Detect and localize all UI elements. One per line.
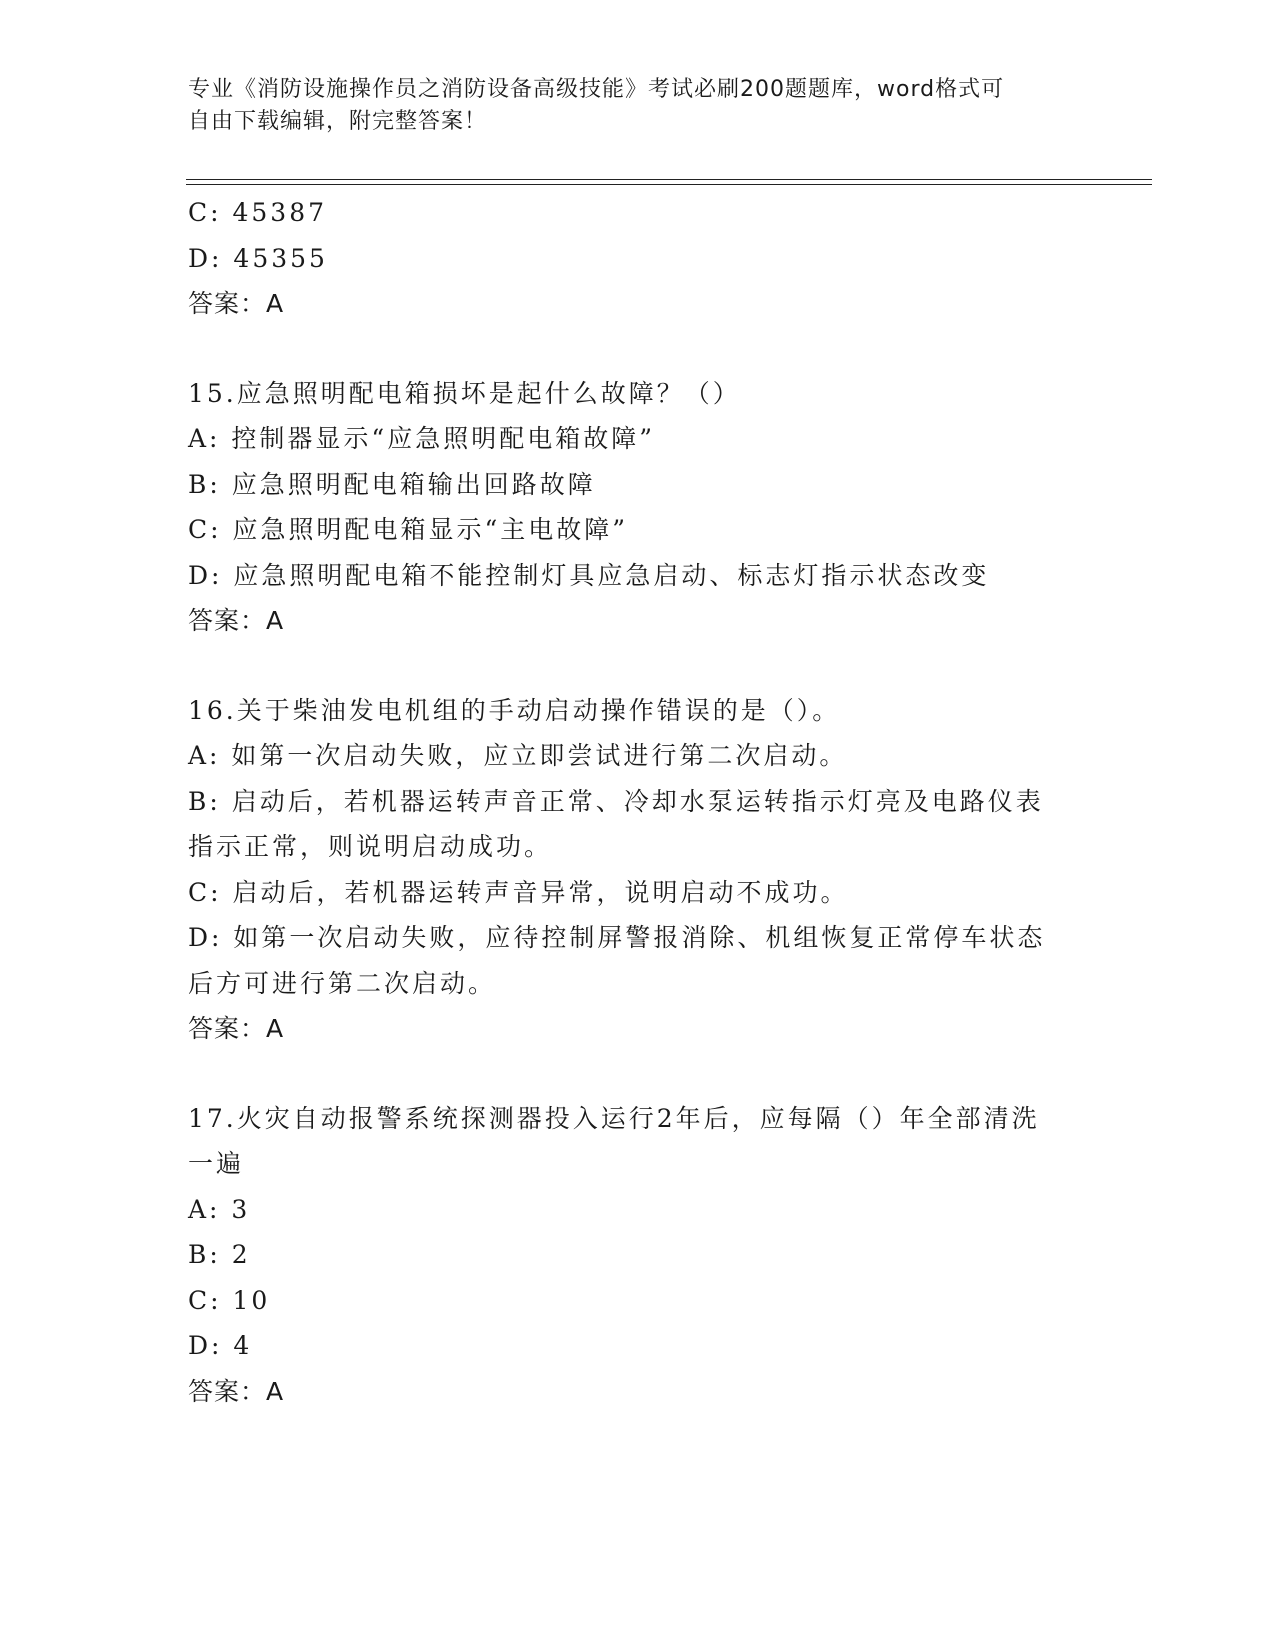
header-divider-top xyxy=(186,179,1152,180)
header-line-2: 自由下载编辑，附完整答案！ xyxy=(188,109,488,134)
option-d: D: 45355 xyxy=(188,243,328,273)
question-content xyxy=(188,190,1088,1414)
question-stem-line-2: 一遍 xyxy=(188,1149,245,1178)
option-a: A: 如第一次启动失败，应立即尝试进行第二次启动。 xyxy=(188,741,848,770)
option-d: D: 应急照明配电箱不能控制灯具应急启动、标志灯指示状态改变 xyxy=(188,560,990,590)
answer-line: 答案：A xyxy=(188,606,285,635)
document-header xyxy=(188,74,1068,138)
option-d: D: 4 xyxy=(188,1331,253,1360)
option-b-line-2: 指示正常，则说明启动成功。 xyxy=(188,832,553,861)
answer-line: 答案：A xyxy=(188,289,285,318)
option-c: C: 应急照明配电箱显示“主电故障” xyxy=(188,515,629,544)
option-b: B: 应急照明配电箱输出回路故障 xyxy=(188,469,596,499)
option-a: A: 3 xyxy=(188,1194,251,1224)
spacer xyxy=(188,327,1088,371)
question-stem: 15.应急照明配电箱损坏是起什么故障？（） xyxy=(188,378,741,408)
option-b: B: 2 xyxy=(188,1240,251,1269)
header-line-1: 专业《消防设施操作员之消防设备高级技能》考试必刷200题题库，word格式可 xyxy=(188,77,1005,102)
answer-line: 答案：A xyxy=(188,1014,285,1043)
question-17-block xyxy=(188,1096,1088,1415)
option-c: C: 启动后，若机器运转声音异常，说明启动不成功。 xyxy=(188,877,849,907)
answer-line: 答案：A xyxy=(188,1376,285,1406)
spacer xyxy=(188,1052,1088,1096)
question-stem-line-1: 17.火灾自动报警系统探测器投入运行2年后，应每隔（）年全部清洗 xyxy=(188,1103,1040,1133)
header-divider-bottom xyxy=(186,184,1152,185)
option-c: C: 45387 xyxy=(188,198,328,227)
option-c: C: 10 xyxy=(188,1285,271,1315)
prev-question-block xyxy=(188,190,1088,327)
option-d-line-1: D: 如第一次启动失败，应待控制屏警报消除、机组恢复正常停车状态 xyxy=(188,923,1046,952)
option-d-line-2: 后方可进行第二次启动。 xyxy=(188,968,497,998)
option-b-line-1: B: 启动后，若机器运转声音正常、冷却水泵运转指示灯亮及电路仪表 xyxy=(188,786,1044,816)
spacer xyxy=(188,644,1088,688)
question-16-block xyxy=(188,688,1088,1052)
question-15-block xyxy=(188,371,1088,644)
option-a: A: 控制器显示“应急照明配电箱故障” xyxy=(188,424,655,453)
question-stem: 16.关于柴油发电机组的手动启动操作错误的是（）。 xyxy=(188,695,841,725)
